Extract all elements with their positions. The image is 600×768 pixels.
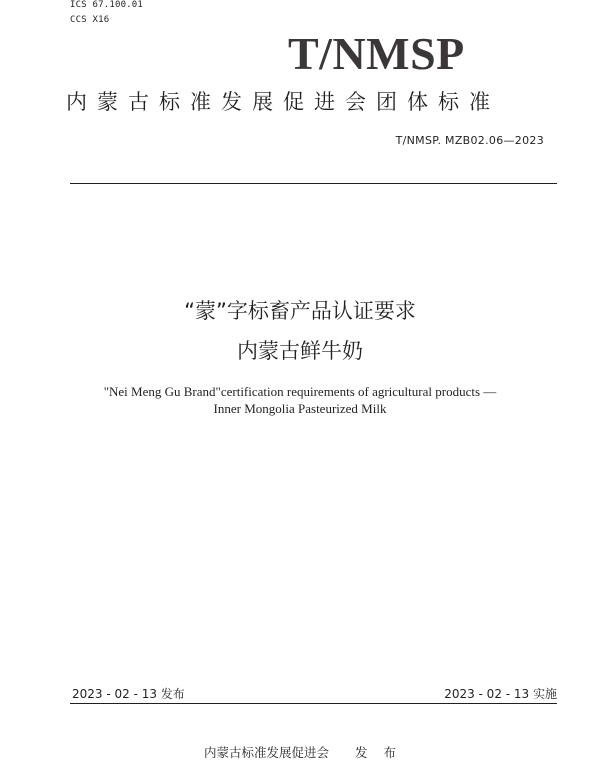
- ics-code: ICS 67.100.01: [70, 0, 144, 10]
- effective-date: 2023 - 02 - 13 实施: [444, 687, 557, 701]
- organization-title: 内蒙古标准发展促进会团体标准: [66, 90, 500, 114]
- issue-date: 2023 - 02 - 13 发布: [72, 687, 185, 701]
- title-chinese-line-1: “蒙”字标畜产品认证要求: [184, 299, 416, 323]
- bottom-divider: [70, 703, 557, 704]
- top-divider: [70, 183, 557, 184]
- standard-number: T/NMSP. MZB02.06—2023: [395, 134, 544, 147]
- ccs-code: CCS X16: [70, 15, 110, 25]
- title-english-line-1: "Nei Meng Gu Brand"certification requirements of agricultural products —: [103, 384, 497, 399]
- title-chinese-line-2: 内蒙古鲜牛奶: [237, 339, 363, 363]
- publish-word: 发 布: [355, 745, 402, 760]
- publisher-line: [204, 745, 402, 761]
- title-english-line-2: Inner Mongolia Pasteurized Milk: [213, 401, 387, 416]
- standard-logo: T/NMSP: [288, 28, 465, 79]
- publisher-name: 内蒙古标准发展促进会: [204, 745, 330, 760]
